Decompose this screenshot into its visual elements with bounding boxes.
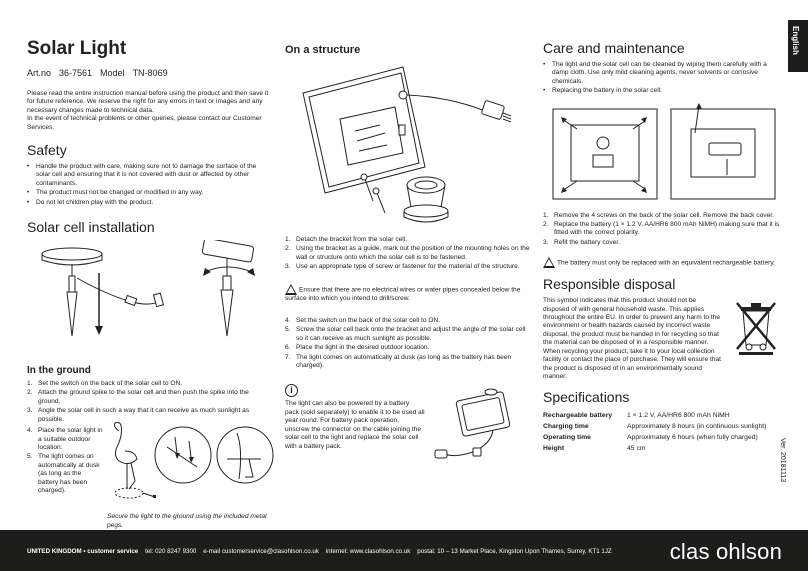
ground-step: 5. The light comes on automatically at dusk (as long as the battery has been charged). bbox=[27, 453, 100, 494]
intro-text-1: Please read the entire instruction manual before using the product and then save it for future reference. We reserve the right for any errors in text or images and any necessary changes made to technical data. bbox=[27, 90, 269, 114]
ground-steps bbox=[27, 380, 272, 424]
safety-item: • Handle the product with care, making sure not to damage the surface of the solar cell and ensuring that it is not covered with dust or affected by other contaminants. bbox=[27, 163, 272, 188]
brand-logo: clas ohlson bbox=[669, 539, 782, 564]
ground-step: 4. Place the solar light in a suitable outdoor location. bbox=[27, 427, 103, 451]
care-step: 1. Remove the 4 screws on the back of the solar cell. Remove the back cover. bbox=[543, 211, 774, 219]
structure-illustration bbox=[285, 61, 530, 231]
ground-illustration bbox=[105, 419, 275, 509]
structure-step: 2. Using the bracket as a guide, mark out the position of the mounting holes on the wall or structure onto which the solar cell is to be fastened. bbox=[285, 245, 530, 261]
warning-icon bbox=[285, 284, 297, 295]
battery-pack-info bbox=[285, 384, 530, 450]
art-no-label: Art.no bbox=[27, 68, 52, 78]
battery-pack-illustration bbox=[433, 382, 533, 472]
info-icon: i bbox=[285, 384, 298, 397]
specs-table bbox=[543, 410, 783, 454]
structure-step: 5. Screw the solar cell back onto the bracket and adjust the angle of the solar cell so it can receive as much sunlight as possible. bbox=[285, 326, 526, 342]
structure-warning: Ensure that there are no electrical wires or water pipes concealed below the surface into which you intend to drill/screw. bbox=[285, 284, 530, 303]
ground-caption: Secure the light to the ground using the included metal pegs. bbox=[107, 513, 267, 529]
disposal-section bbox=[543, 297, 783, 381]
safety-item: • Do not let children play with the product. bbox=[27, 199, 272, 207]
language-tab: English bbox=[788, 20, 808, 72]
weee-bin-icon bbox=[733, 299, 779, 355]
ground-steps-with-figure bbox=[27, 427, 272, 511]
structure-step: 3. Use an appropriate type of screw or fastener for the material of the structure. bbox=[285, 263, 520, 271]
disposal-text: This symbol indicates that this product should not be disposed of with general household waste. This applies throughout the entire EU. In order to prevent any harm to the environment or health hazards caused by incorrect waste disposal, the product must be handed in for recycling so that the material can be disposed of in a responsible manner. When recycling your product, take it to your local collection facility or contact the place of purchase. They will ensure that the product is disposed of in an environmentally sound manner. bbox=[543, 297, 722, 380]
structure-steps-2 bbox=[285, 317, 530, 370]
care-item: • The light and the solar cell can be cleaned by wiping them carefully with a damp cloth. Use only mild cleaning agents, never solvents or corrosive chemicals. bbox=[543, 61, 783, 86]
version-label: Ver. 20181113 bbox=[779, 438, 786, 483]
structure-steps-1 bbox=[285, 236, 530, 272]
ground-step: 1. Set the switch on the back of the solar cell to ON. bbox=[27, 380, 183, 388]
care-heading: Care and maintenance bbox=[543, 40, 685, 56]
footer bbox=[0, 530, 808, 571]
care-warning: The battery must only be replaced with an equivalent rechargeable battery. bbox=[543, 257, 783, 268]
column-left bbox=[27, 0, 272, 530]
info-text: The light can also be powered by a battery pack (sold separately) to enable it to be used all year round. For battery pack operation, unscrew the connector on the cable joining the solar cell to the light and replace the solar cell with a battery pack. bbox=[285, 400, 425, 450]
art-no: 36-7561 bbox=[59, 68, 93, 78]
footer-email: e-mail customerservice@clasohlson.co.uk bbox=[203, 548, 319, 555]
care-steps bbox=[543, 212, 783, 248]
article-line bbox=[27, 68, 272, 78]
structure-step: 4. Set the switch on the back of the solar cell to ON. bbox=[285, 317, 441, 325]
ground-step: 2. Attach the ground spike to the solar cell and then push the spike into the ground. bbox=[27, 389, 249, 405]
safety-heading: Safety bbox=[27, 142, 67, 159]
care-step: 3. Refit the battery cover. bbox=[543, 238, 620, 246]
care-step: 2. Replace the battery (1 × 1.2 V, AA/HR6 800 mAh NiMH) making sure that it is fitted with the correct polarity. bbox=[543, 221, 780, 237]
page-title: Solar Light bbox=[27, 38, 127, 59]
intro-text-2: In the event of technical problems or other queries, please contact our Customer Services. bbox=[27, 115, 262, 131]
structure-step: 6. Place the light in the desired outdoor location. bbox=[285, 344, 430, 352]
specs-heading: Specifications bbox=[543, 389, 630, 406]
installation-heading: Solar cell installation bbox=[27, 219, 155, 236]
structure-heading: On a structure bbox=[285, 44, 361, 56]
specs-row: Rechargeable battery 1 × 1.2 V, AA/HR6 800 mAh NiMH bbox=[543, 412, 730, 420]
intro bbox=[27, 90, 272, 132]
specs-row: Height 45 cm bbox=[543, 445, 646, 453]
disposal-heading: Responsible disposal bbox=[543, 276, 676, 293]
structure-step: 7. The light comes on automatically at dusk (as long as the battery has been charged). bbox=[285, 353, 512, 370]
warning-icon bbox=[543, 257, 555, 268]
battery-replacement-illustration bbox=[543, 103, 783, 203]
model-number: TN-8069 bbox=[132, 68, 168, 78]
installation-illustration bbox=[27, 240, 272, 352]
footer-tel: tel: 020 8247 9300 bbox=[145, 548, 197, 555]
specs-row: Operating time Approximately 6 hours (when fully charged) bbox=[543, 434, 758, 442]
column-right bbox=[543, 0, 783, 454]
care-item: • Replacing the battery in the solar cell: bbox=[543, 87, 783, 95]
column-middle bbox=[285, 0, 530, 451]
model-label: Model bbox=[100, 68, 125, 78]
safety-list bbox=[27, 163, 272, 207]
care-list bbox=[543, 61, 783, 96]
ground-step: 3. Angle the solar cell in such a way that it can receive as much sunlight as possible. bbox=[27, 407, 250, 423]
safety-item: • The product must not be changed or modified in any way. bbox=[27, 189, 272, 197]
footer-contact: UNITED KINGDOM • customer service tel: 020 8247 9300 e-mail customerservice@clasohlson.co.uk internet: www.clasohlson.co.uk postal: 10 – 13 Market Place, Kingston Upon Thames, Surrey, KT1 1JZ bbox=[27, 548, 612, 555]
footer-postal: postal: 10 – 13 Market Place, Kingston Upon Thames, Surrey, KT1 1JZ bbox=[417, 548, 612, 555]
in-ground-heading: In the ground bbox=[27, 365, 91, 377]
ground-steps-continued bbox=[27, 427, 103, 495]
footer-internet: internet: www.clasohlson.co.uk bbox=[325, 548, 411, 555]
structure-step: 1. Detach the bracket from the solar cell. bbox=[285, 236, 408, 243]
specs-row: Charging time Approximately 8 hours (in continuous sunlight) bbox=[543, 423, 767, 431]
